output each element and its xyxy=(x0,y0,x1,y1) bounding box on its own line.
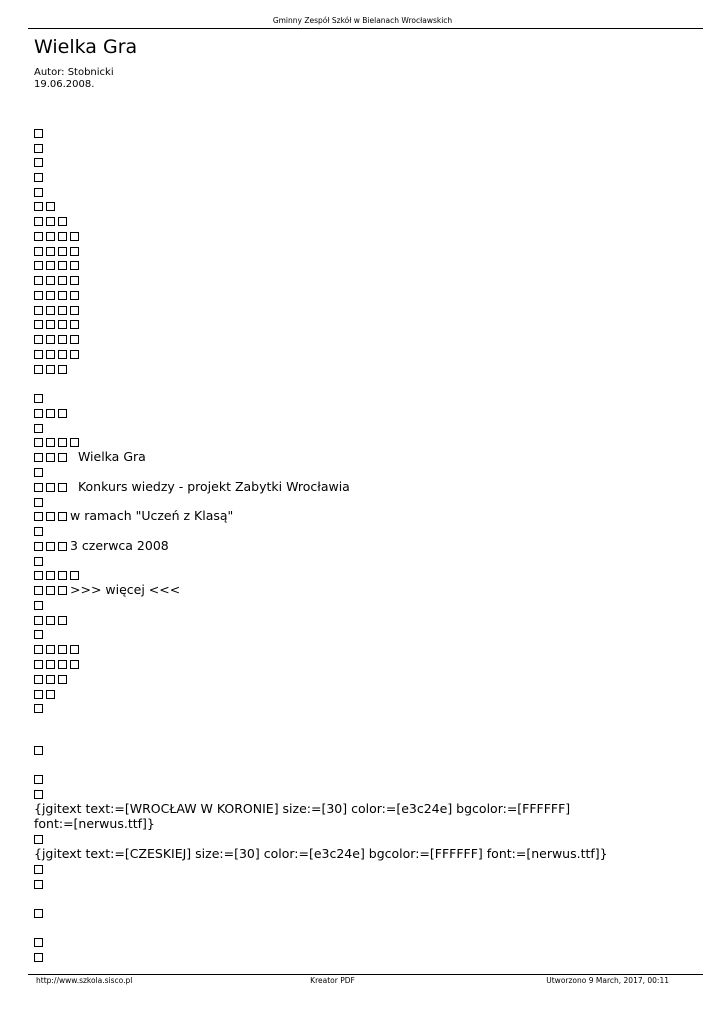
missing-glyph-box-icon xyxy=(46,542,55,551)
missing-glyph-box-icon xyxy=(34,616,43,625)
missing-glyph-box-icon xyxy=(34,335,43,344)
missing-glyph-box-icon xyxy=(58,586,67,595)
content-line xyxy=(34,272,82,287)
missing-glyph-box-icon xyxy=(46,261,55,270)
content-line xyxy=(34,302,82,317)
missing-glyph-box-icon xyxy=(46,247,55,256)
content-line xyxy=(34,316,82,331)
footer-created: Utworzono 9 March, 2017, 00:11 xyxy=(546,976,669,985)
missing-glyph-box-icon xyxy=(34,938,43,947)
content-line xyxy=(34,257,82,272)
missing-glyph-box-icon xyxy=(58,616,67,625)
missing-glyph-box-icon xyxy=(34,409,43,418)
missing-glyph-box-icon xyxy=(34,953,43,962)
missing-glyph-box-icon xyxy=(46,232,55,241)
content-line xyxy=(34,861,46,876)
missing-glyph-box-icon xyxy=(46,438,55,447)
content-line xyxy=(34,771,46,786)
missing-glyph-box-icon xyxy=(70,645,79,654)
content-line xyxy=(34,582,180,597)
missing-glyph-box-icon xyxy=(46,276,55,285)
missing-glyph-box-icon xyxy=(58,335,67,344)
missing-glyph-box-icon xyxy=(34,291,43,300)
missing-glyph-box-icon xyxy=(34,217,43,226)
content-line xyxy=(34,228,82,243)
missing-glyph-box-icon xyxy=(58,291,67,300)
content-line xyxy=(34,390,46,405)
content-line xyxy=(34,154,46,169)
missing-glyph-box-icon xyxy=(34,276,43,285)
missing-glyph-box-icon xyxy=(46,217,55,226)
missing-glyph-box-icon xyxy=(34,690,43,699)
missing-glyph-box-icon xyxy=(70,335,79,344)
content-line xyxy=(34,198,58,213)
missing-glyph-box-icon xyxy=(46,571,55,580)
missing-glyph-box-icon xyxy=(34,483,43,492)
missing-glyph-box-icon xyxy=(58,645,67,654)
missing-glyph-box-icon xyxy=(70,276,79,285)
missing-glyph-box-icon xyxy=(58,571,67,580)
missing-glyph-box-icon xyxy=(34,468,43,477)
content-line xyxy=(34,801,570,816)
missing-glyph-box-icon xyxy=(46,512,55,521)
content-line xyxy=(34,140,46,155)
missing-glyph-box-icon xyxy=(34,438,43,447)
missing-glyph-box-icon xyxy=(34,704,43,713)
missing-glyph-box-icon xyxy=(58,350,67,359)
content-line xyxy=(34,612,70,627)
content-line xyxy=(34,686,58,701)
content-line xyxy=(34,538,169,553)
missing-glyph-box-icon xyxy=(34,909,43,918)
missing-glyph-box-icon xyxy=(58,306,67,315)
missing-glyph-box-icon xyxy=(58,276,67,285)
missing-glyph-box-icon xyxy=(34,394,43,403)
missing-glyph-box-icon xyxy=(70,660,79,669)
missing-glyph-box-icon xyxy=(58,217,67,226)
missing-glyph-box-icon xyxy=(34,865,43,874)
missing-glyph-box-icon xyxy=(58,232,67,241)
content-line-text: 3 czerwca 2008 xyxy=(70,538,169,553)
missing-glyph-box-icon xyxy=(58,409,67,418)
content-line-text: Konkurs wiedzy - projekt Zabytki Wrocławia xyxy=(70,479,350,494)
missing-glyph-box-icon xyxy=(34,512,43,521)
content-line xyxy=(34,213,70,228)
content-line xyxy=(34,479,350,494)
footer-url: http://www.szkola.sisco.pl xyxy=(36,976,133,985)
missing-glyph-box-icon xyxy=(46,350,55,359)
missing-glyph-box-icon xyxy=(70,306,79,315)
missing-glyph-box-icon xyxy=(46,586,55,595)
missing-glyph-box-icon xyxy=(46,483,55,492)
missing-glyph-box-icon xyxy=(34,601,43,610)
content-line xyxy=(34,905,46,920)
missing-glyph-box-icon xyxy=(58,675,67,684)
missing-glyph-box-icon xyxy=(34,645,43,654)
missing-glyph-box-icon xyxy=(34,188,43,197)
missing-glyph-box-icon xyxy=(46,320,55,329)
document-title: Wielka Gra xyxy=(34,36,138,58)
missing-glyph-box-icon xyxy=(34,158,43,167)
missing-glyph-box-icon xyxy=(58,438,67,447)
missing-glyph-box-icon xyxy=(58,365,67,374)
missing-glyph-box-icon xyxy=(34,144,43,153)
content-line-text: font:=[nerwus.ttf]} xyxy=(34,816,155,831)
missing-glyph-box-icon xyxy=(46,291,55,300)
missing-glyph-box-icon xyxy=(46,453,55,462)
content-line xyxy=(34,449,146,464)
content-line-text: w ramach "Uczeń z Klasą" xyxy=(70,508,234,523)
content-line xyxy=(34,656,82,671)
missing-glyph-box-icon xyxy=(46,690,55,699)
missing-glyph-box-icon xyxy=(34,202,43,211)
content-line xyxy=(34,831,46,846)
content-line xyxy=(34,553,46,568)
missing-glyph-box-icon xyxy=(46,675,55,684)
missing-glyph-box-icon xyxy=(70,261,79,270)
content-line xyxy=(34,786,46,801)
missing-glyph-box-icon xyxy=(34,527,43,536)
missing-glyph-box-icon xyxy=(58,261,67,270)
missing-glyph-box-icon xyxy=(34,880,43,889)
content-line xyxy=(34,331,82,346)
missing-glyph-box-icon xyxy=(46,645,55,654)
missing-glyph-box-icon xyxy=(46,409,55,418)
missing-glyph-box-icon xyxy=(46,202,55,211)
content-line xyxy=(34,597,46,612)
missing-glyph-box-icon xyxy=(58,660,67,669)
missing-glyph-box-icon xyxy=(34,630,43,639)
missing-glyph-box-icon xyxy=(34,586,43,595)
content-line xyxy=(34,876,46,891)
missing-glyph-box-icon xyxy=(34,571,43,580)
missing-glyph-box-icon xyxy=(34,365,43,374)
missing-glyph-box-icon xyxy=(34,835,43,844)
content-line xyxy=(34,494,46,509)
missing-glyph-box-icon xyxy=(70,350,79,359)
missing-glyph-box-icon xyxy=(34,746,43,755)
content-line xyxy=(34,949,46,964)
missing-glyph-box-icon xyxy=(34,306,43,315)
content-line xyxy=(34,523,46,538)
content-line xyxy=(34,934,46,949)
missing-glyph-box-icon xyxy=(46,335,55,344)
content-line-text: Wielka Gra xyxy=(70,449,146,464)
content-line xyxy=(34,420,46,435)
missing-glyph-box-icon xyxy=(34,350,43,359)
footer-creator: Kreator PDF xyxy=(310,976,355,985)
missing-glyph-box-icon xyxy=(34,675,43,684)
missing-glyph-box-icon xyxy=(58,247,67,256)
content-line xyxy=(34,626,46,641)
missing-glyph-box-icon xyxy=(70,320,79,329)
missing-glyph-box-icon xyxy=(34,173,43,182)
missing-glyph-box-icon xyxy=(34,261,43,270)
missing-glyph-box-icon xyxy=(34,424,43,433)
content-line xyxy=(34,405,70,420)
content-line xyxy=(34,464,46,479)
content-line xyxy=(34,846,608,861)
missing-glyph-box-icon xyxy=(46,365,55,374)
missing-glyph-box-icon xyxy=(34,498,43,507)
missing-glyph-box-icon xyxy=(58,542,67,551)
missing-glyph-box-icon xyxy=(58,512,67,521)
content-line xyxy=(34,169,46,184)
missing-glyph-box-icon xyxy=(70,571,79,580)
content-line xyxy=(34,671,70,686)
missing-glyph-box-icon xyxy=(58,483,67,492)
content-line xyxy=(34,125,46,140)
content-line xyxy=(34,641,82,656)
content-line xyxy=(34,184,46,199)
document-author: Autor: Stobnicki xyxy=(34,67,114,78)
missing-glyph-box-icon xyxy=(34,453,43,462)
document-date: 19.06.2008. xyxy=(34,79,95,90)
missing-glyph-box-icon xyxy=(70,247,79,256)
missing-glyph-box-icon xyxy=(70,438,79,447)
missing-glyph-box-icon xyxy=(70,232,79,241)
missing-glyph-box-icon xyxy=(34,129,43,138)
content-line xyxy=(34,287,82,302)
missing-glyph-box-icon xyxy=(46,616,55,625)
content-line xyxy=(34,346,82,361)
page-header: Gminny Zespół Szkół w Bielanach Wrocławskich xyxy=(272,16,453,25)
content-line xyxy=(34,434,82,449)
content-line xyxy=(34,700,46,715)
content-line xyxy=(34,816,155,831)
missing-glyph-box-icon xyxy=(34,660,43,669)
missing-glyph-box-icon xyxy=(34,320,43,329)
missing-glyph-box-icon xyxy=(70,291,79,300)
missing-glyph-box-icon xyxy=(34,775,43,784)
content-line-text: {jgitext text:=[CZESKIEJ] size:=[30] color:=[e3c24e] bgcolor:=[FFFFFF] font:=[nerwus.ttf]} xyxy=(34,846,608,861)
missing-glyph-box-icon xyxy=(34,557,43,566)
content-line-text: >>> więcej <<< xyxy=(70,582,181,597)
content-line xyxy=(34,508,233,523)
content-line xyxy=(34,567,82,582)
missing-glyph-box-icon xyxy=(34,790,43,799)
missing-glyph-box-icon xyxy=(34,232,43,241)
missing-glyph-box-icon xyxy=(58,320,67,329)
content-line xyxy=(34,742,46,757)
content-line xyxy=(34,361,70,376)
missing-glyph-box-icon xyxy=(34,542,43,551)
missing-glyph-box-icon xyxy=(46,306,55,315)
missing-glyph-box-icon xyxy=(58,453,67,462)
missing-glyph-box-icon xyxy=(46,660,55,669)
missing-glyph-box-icon xyxy=(34,247,43,256)
content-line-text: {jgitext text:=[WROCŁAW W KORONIE] size:=[30] color:=[e3c24e] bgcolor:=[FFFFFF] xyxy=(34,801,571,816)
content-line xyxy=(34,243,82,258)
header-divider xyxy=(28,28,703,29)
footer-divider xyxy=(28,974,703,975)
